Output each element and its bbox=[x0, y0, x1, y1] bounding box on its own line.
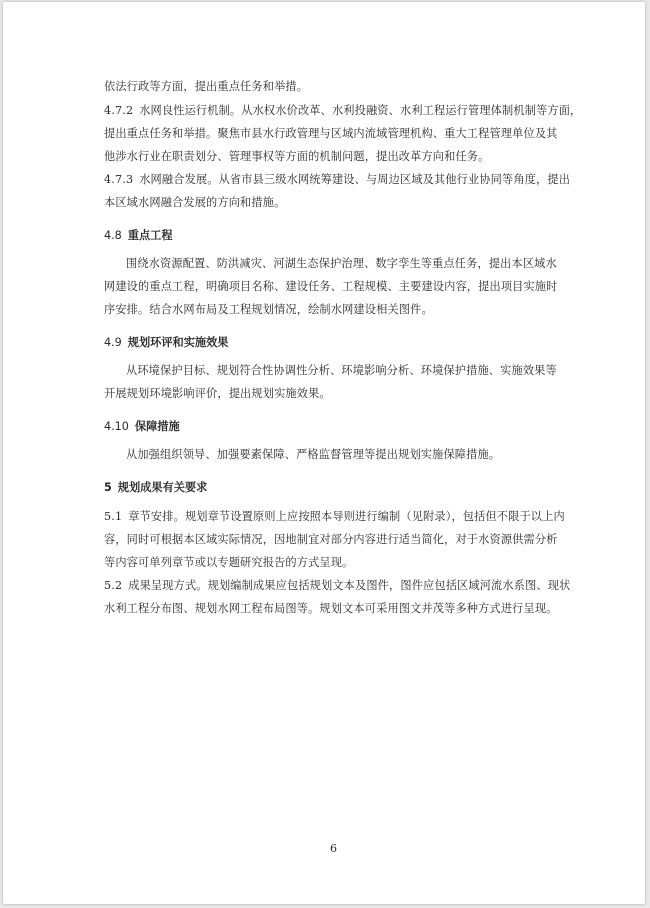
clause-5-2 bbox=[104, 579, 570, 593]
clause-5-1 bbox=[104, 510, 565, 524]
document-page bbox=[3, 2, 645, 904]
body-text: 水网融合发展。从省市县三级水网统筹建设、与周边区域及其他行业协同等角度，提出 bbox=[139, 173, 571, 186]
section-heading-4-9 bbox=[104, 336, 229, 350]
page-number: 6 bbox=[330, 842, 337, 855]
body-line: 从环境保护目标、规划符合性协调性分析、环境影响分析、环境保护措施、实施效果等 bbox=[126, 364, 557, 377]
clause-4-7-3 bbox=[104, 173, 570, 187]
section-title: 保障措施 bbox=[134, 420, 180, 433]
body-line: 依法行政等方面，提出重点任务和举措。 bbox=[104, 80, 309, 93]
body-line: 他涉水行业在职责划分、管理事权等方面的机制问题，提出改革方向和任务。 bbox=[104, 150, 490, 163]
section-title: 重点工程 bbox=[127, 229, 173, 242]
body-line: 开展规划环境影响评价，提出规划实施效果。 bbox=[104, 387, 331, 400]
section-number: 4.8 bbox=[104, 229, 122, 242]
body-line: 序安排。结合水网布局及工程规划情况，绘制水网建设相关图件。 bbox=[104, 303, 433, 316]
body-line: 水利工程分布图、规划水网工程布局图等。规划文本可采用图文并茂等多种方式进行呈现。 bbox=[104, 602, 558, 615]
clause-4-7-2 bbox=[104, 104, 581, 118]
chapter-title: 规划成果有关要求 bbox=[117, 481, 208, 494]
body-line: 从加强组织领导、加强要素保障、严格监督管理等提出规划实施保障措施。 bbox=[126, 448, 501, 461]
section-number: 4.9 bbox=[104, 336, 122, 349]
body-line: 本区域水网融合发展的方向和措施。 bbox=[104, 196, 286, 209]
body-text: 成果呈现方式。规划编制成果应包括规划文本及图件，图件应包括区域河流水系图、现状 bbox=[128, 579, 571, 592]
section-heading-4-10 bbox=[104, 420, 180, 434]
chapter-heading-5 bbox=[104, 481, 207, 495]
section-number: 4.10 bbox=[104, 420, 129, 433]
clause-number: 5.1 bbox=[104, 510, 123, 523]
clause-number: 4.7.2 bbox=[104, 104, 134, 117]
chapter-number: 5 bbox=[104, 481, 112, 494]
section-title: 规划环评和实施效果 bbox=[127, 336, 229, 349]
section-heading-4-8 bbox=[104, 229, 173, 243]
body-text: 水网良性运行机制。从水权水价改革、水利投融资、水利工程运行管理体制机制等方面， bbox=[139, 104, 582, 117]
body-line: 等内容可单列章节或以专题研究报告的方式呈现。 bbox=[104, 556, 354, 569]
body-line: 提出重点任务和举措。聚焦市县水行政管理与区域内流域管理机构、重大工程管理单位及其 bbox=[104, 127, 558, 140]
clause-number: 5.2 bbox=[104, 579, 123, 592]
body-text: 章节安排。规划章节设置原则上应按照本导则进行编制（见附录），包括但不限于以上内 bbox=[128, 510, 565, 523]
clause-number: 4.7.3 bbox=[104, 173, 134, 186]
body-line: 网建设的重点工程，明确项目名称、建设任务、工程规模、主要建设内容，提出项目实施时 bbox=[104, 280, 558, 293]
body-line: 围绕水资源配置、防洪减灾、河湖生态保护治理、数字孪生等重点任务，提出本区域水 bbox=[126, 257, 557, 270]
body-line: 容，同时可根据本区域实际情况，因地制宜对部分内容进行适当简化，对于水资源供需分析 bbox=[104, 533, 558, 546]
